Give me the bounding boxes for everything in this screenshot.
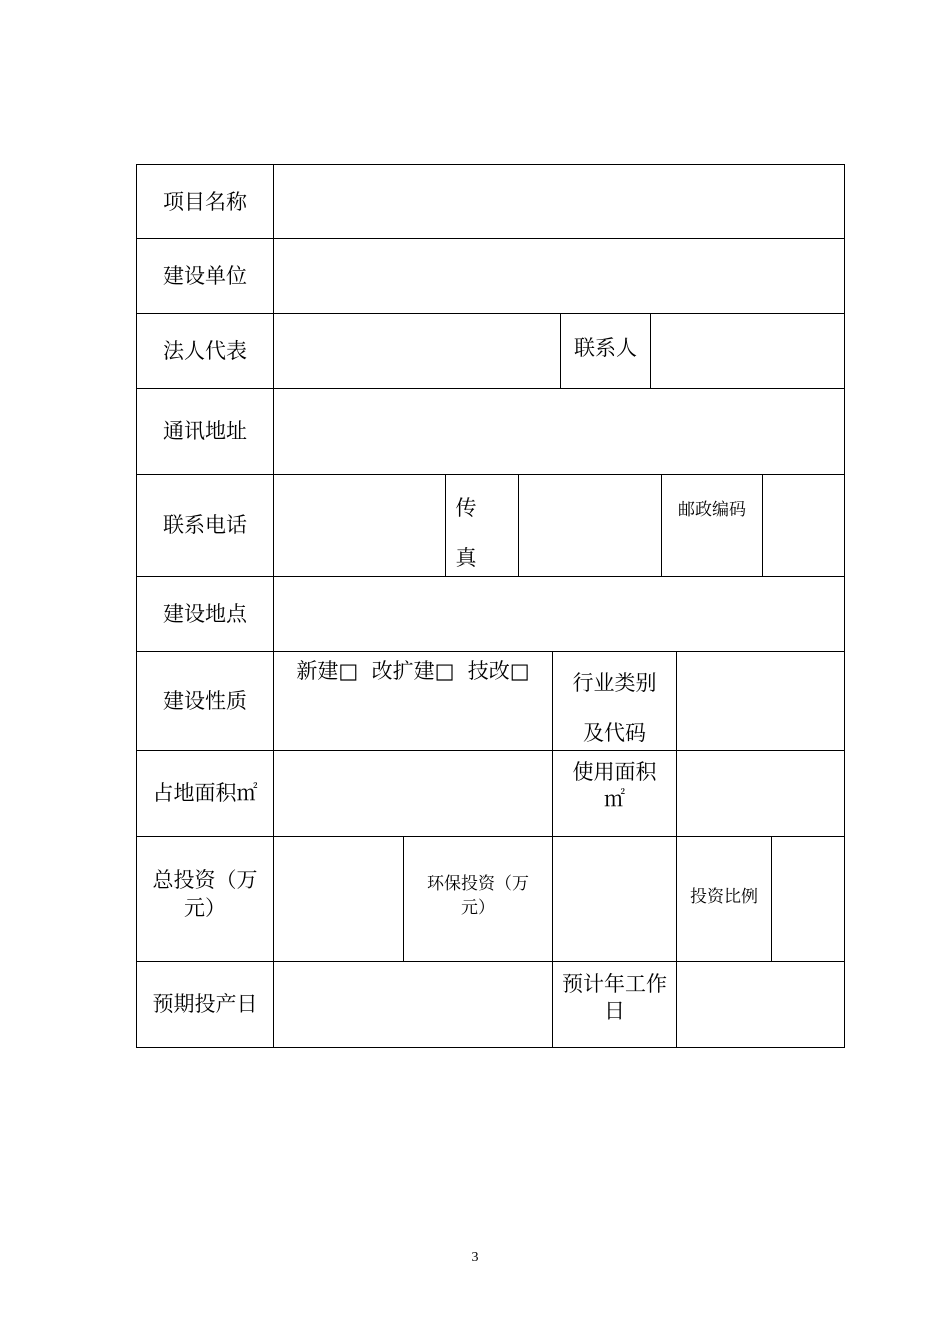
industry-label-line-2: 及代码 <box>583 721 646 745</box>
env-invest-label-line-1: 环保投资（万 <box>427 874 529 894</box>
address-field[interactable] <box>274 388 844 474</box>
env-invest-label <box>404 836 552 956</box>
work-days-label-line-1: 预计年工作 <box>562 972 667 996</box>
site-field[interactable] <box>274 576 844 651</box>
total-invest-field[interactable] <box>274 836 403 961</box>
nature-label: 建设性质 <box>163 688 247 713</box>
postcode-label: 邮政编码 <box>678 500 746 520</box>
project-name-label: 项目名称 <box>163 189 247 214</box>
phone-label: 联系电话 <box>163 513 247 537</box>
nature-options[interactable]: 新建□ 改扩建□ 技改□ <box>296 659 530 683</box>
builder-label: 建设单位 <box>163 263 247 288</box>
postcode-field[interactable] <box>763 474 844 576</box>
env-invest-field[interactable] <box>553 836 676 961</box>
work-days-label <box>553 961 676 1047</box>
use-area-field[interactable] <box>677 750 844 836</box>
contact-label: 联系人 <box>574 336 637 360</box>
legal-rep-field[interactable] <box>274 313 560 388</box>
phone-field[interactable] <box>274 474 445 576</box>
fax-label-line-2: 真 <box>455 546 477 570</box>
work-days-field[interactable] <box>677 961 844 1047</box>
use-area-label <box>553 750 676 836</box>
total-invest-label: 总投资（万元） <box>152 868 258 920</box>
fax-label-line-1: 传 <box>455 496 477 520</box>
fax-label <box>446 474 486 576</box>
land-area-label: 占地面积㎡ <box>152 781 258 805</box>
contact-field[interactable] <box>651 313 844 388</box>
address-label: 通讯地址 <box>163 419 247 443</box>
use-area-label-line-2: ㎡ <box>604 787 625 811</box>
expected-date-label: 预期投产日 <box>152 992 258 1016</box>
legal-rep-label: 法人代表 <box>163 338 247 363</box>
fax-field[interactable] <box>519 474 661 576</box>
expected-date-field[interactable] <box>274 961 552 1047</box>
industry-label-line-1: 行业类别 <box>572 671 657 695</box>
page-number: 3 <box>471 1250 479 1265</box>
industry-label <box>553 651 676 750</box>
project-info-form <box>136 164 845 1048</box>
invest-ratio-field[interactable] <box>772 836 844 961</box>
use-area-label-line-1: 使用面积 <box>572 760 657 784</box>
work-days-label-line-2: 日 <box>604 999 625 1023</box>
land-area-field[interactable] <box>274 750 552 836</box>
builder-field[interactable] <box>274 238 844 313</box>
project-name-field[interactable] <box>274 165 844 238</box>
env-invest-label-line-2: 元） <box>461 898 495 918</box>
industry-field[interactable] <box>677 651 844 750</box>
invest-ratio-label: 投资比例 <box>690 886 758 907</box>
site-label: 建设地点 <box>163 601 247 626</box>
